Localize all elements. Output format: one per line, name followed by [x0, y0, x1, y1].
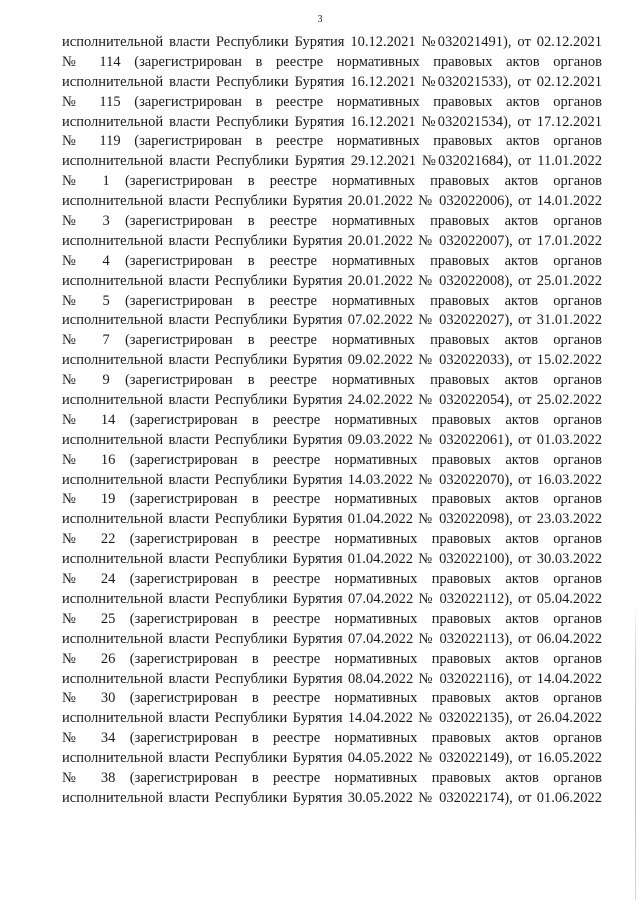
text-line: исполнительной власти Республики Бурятия 07.02.2022 № 032022027), от 31.01.2022 — [62, 312, 602, 329]
text-line: № 19 (зарегистрирован в реестре нормативных правовых актов органов — [62, 491, 602, 508]
text-line: № 30 (зарегистрирован в реестре нормативных правовых актов органов — [62, 690, 602, 707]
scan-edge-shadow — [635, 600, 636, 900]
text-line: № 26 (зарегистрирован в реестре нормативных правовых актов органов — [62, 650, 602, 667]
text-line: исполнительной власти Республики Бурятия 20.01.2022 № 032022006), от 14.01.2022 — [62, 193, 602, 210]
text-line: № 24 (зарегистрирован в реестре нормативных правовых актов органов — [62, 571, 602, 588]
text-line: № 22 (зарегистрирован в реестре нормативных правовых актов органов — [62, 531, 602, 548]
text-line: № 4 (зарегистрирован в реестре нормативных правовых актов органов — [62, 252, 602, 269]
text-line: исполнительной власти Республики Бурятия 07.04.2022 № 032022113), от 06.04.2022 — [62, 630, 602, 647]
text-line: исполнительной власти Республики Бурятия 04.05.2022 № 032022149), от 16.05.2022 — [62, 750, 602, 767]
text-line: исполнительной власти Республики Бурятия 08.04.2022 № 032022116), от 14.04.2022 — [62, 670, 602, 687]
text-line: № 25 (зарегистрирован в реестре нормативных правовых актов органов — [62, 610, 602, 627]
text-line: № 3 (зарегистрирован в реестре нормативных правовых актов органов — [62, 213, 602, 230]
page-number: 3 — [317, 14, 323, 25]
text-line: исполнительной власти Республики Бурятия 09.03.2022 № 032022061), от 01.03.2022 — [62, 431, 602, 448]
text-line: № 38 (зарегистрирован в реестре нормативных правовых актов органов — [62, 769, 602, 786]
text-line: исполнительной власти Республики Бурятия 20.01.2022 № 032022007), от 17.01.2022 — [62, 232, 602, 249]
text-line: № 14 (зарегистрирован в реестре нормативных правовых актов органов — [62, 411, 602, 428]
text-line: № 5 (зарегистрирован в реестре нормативных правовых актов органов — [62, 292, 602, 309]
text-line: исполнительной власти Республики Бурятия 30.05.2022 № 032022174), от 01.06.2022 — [62, 789, 602, 806]
text-line: исполнительной власти Республики Бурятия 01.04.2022 № 032022100), от 30.03.2022 — [62, 551, 602, 568]
text-line: исполнительной власти Республики Бурятия 29.12.2021 №032021684), от 11.01.2022 — [62, 153, 602, 170]
text-line: исполнительной власти Республики Бурятия 16.12.2021 №032021533), от 02.12.2021 — [62, 73, 602, 90]
text-line: исполнительной власти Республики Бурятия 14.04.2022 № 032022135), от 26.04.2022 — [62, 710, 602, 727]
text-line: исполнительной власти Республики Бурятия 01.04.2022 № 032022098), от 23.03.2022 — [62, 511, 602, 528]
text-line: № 119 (зарегистрирован в реестре нормативных правовых актов органов — [62, 133, 602, 150]
body-text — [62, 33, 602, 809]
text-line: № 16 (зарегистрирован в реестре нормативных правовых актов органов — [62, 451, 602, 468]
text-line: исполнительной власти Республики Бурятия 24.02.2022 № 032022054), от 25.02.2022 — [62, 392, 602, 409]
text-line: исполнительной власти Республики Бурятия 14.03.2022 № 032022070), от 16.03.2022 — [62, 471, 602, 488]
text-line: № 115 (зарегистрирован в реестре нормативных правовых актов органов — [62, 93, 602, 110]
text-line: исполнительной власти Республики Бурятия 16.12.2021 №032021534), от 17.12.2021 — [62, 113, 602, 130]
text-line: № 114 (зарегистрирован в реестре нормативных правовых актов органов — [62, 53, 602, 70]
text-line: исполнительной власти Республики Бурятия 07.04.2022 № 032022112), от 05.04.2022 — [62, 590, 602, 607]
text-line: № 7 (зарегистрирован в реестре нормативных правовых актов органов — [62, 332, 602, 349]
text-line: исполнительной власти Республики Бурятия 09.02.2022 № 032022033), от 15.02.2022 — [62, 352, 602, 369]
text-line: исполнительной власти Республики Бурятия 10.12.2021 №032021491), от 02.12.2021 — [62, 34, 602, 50]
text-line: № 9 (зарегистрирован в реестре нормативных правовых актов органов — [62, 372, 602, 389]
text-line: № 34 (зарегистрирован в реестре нормативных правовых актов органов — [62, 730, 602, 747]
text-line: № 1 (зарегистрирован в реестре нормативных правовых актов органов — [62, 173, 602, 190]
text-line: исполнительной власти Республики Бурятия 20.01.2022 № 032022008), от 25.01.2022 — [62, 272, 602, 289]
